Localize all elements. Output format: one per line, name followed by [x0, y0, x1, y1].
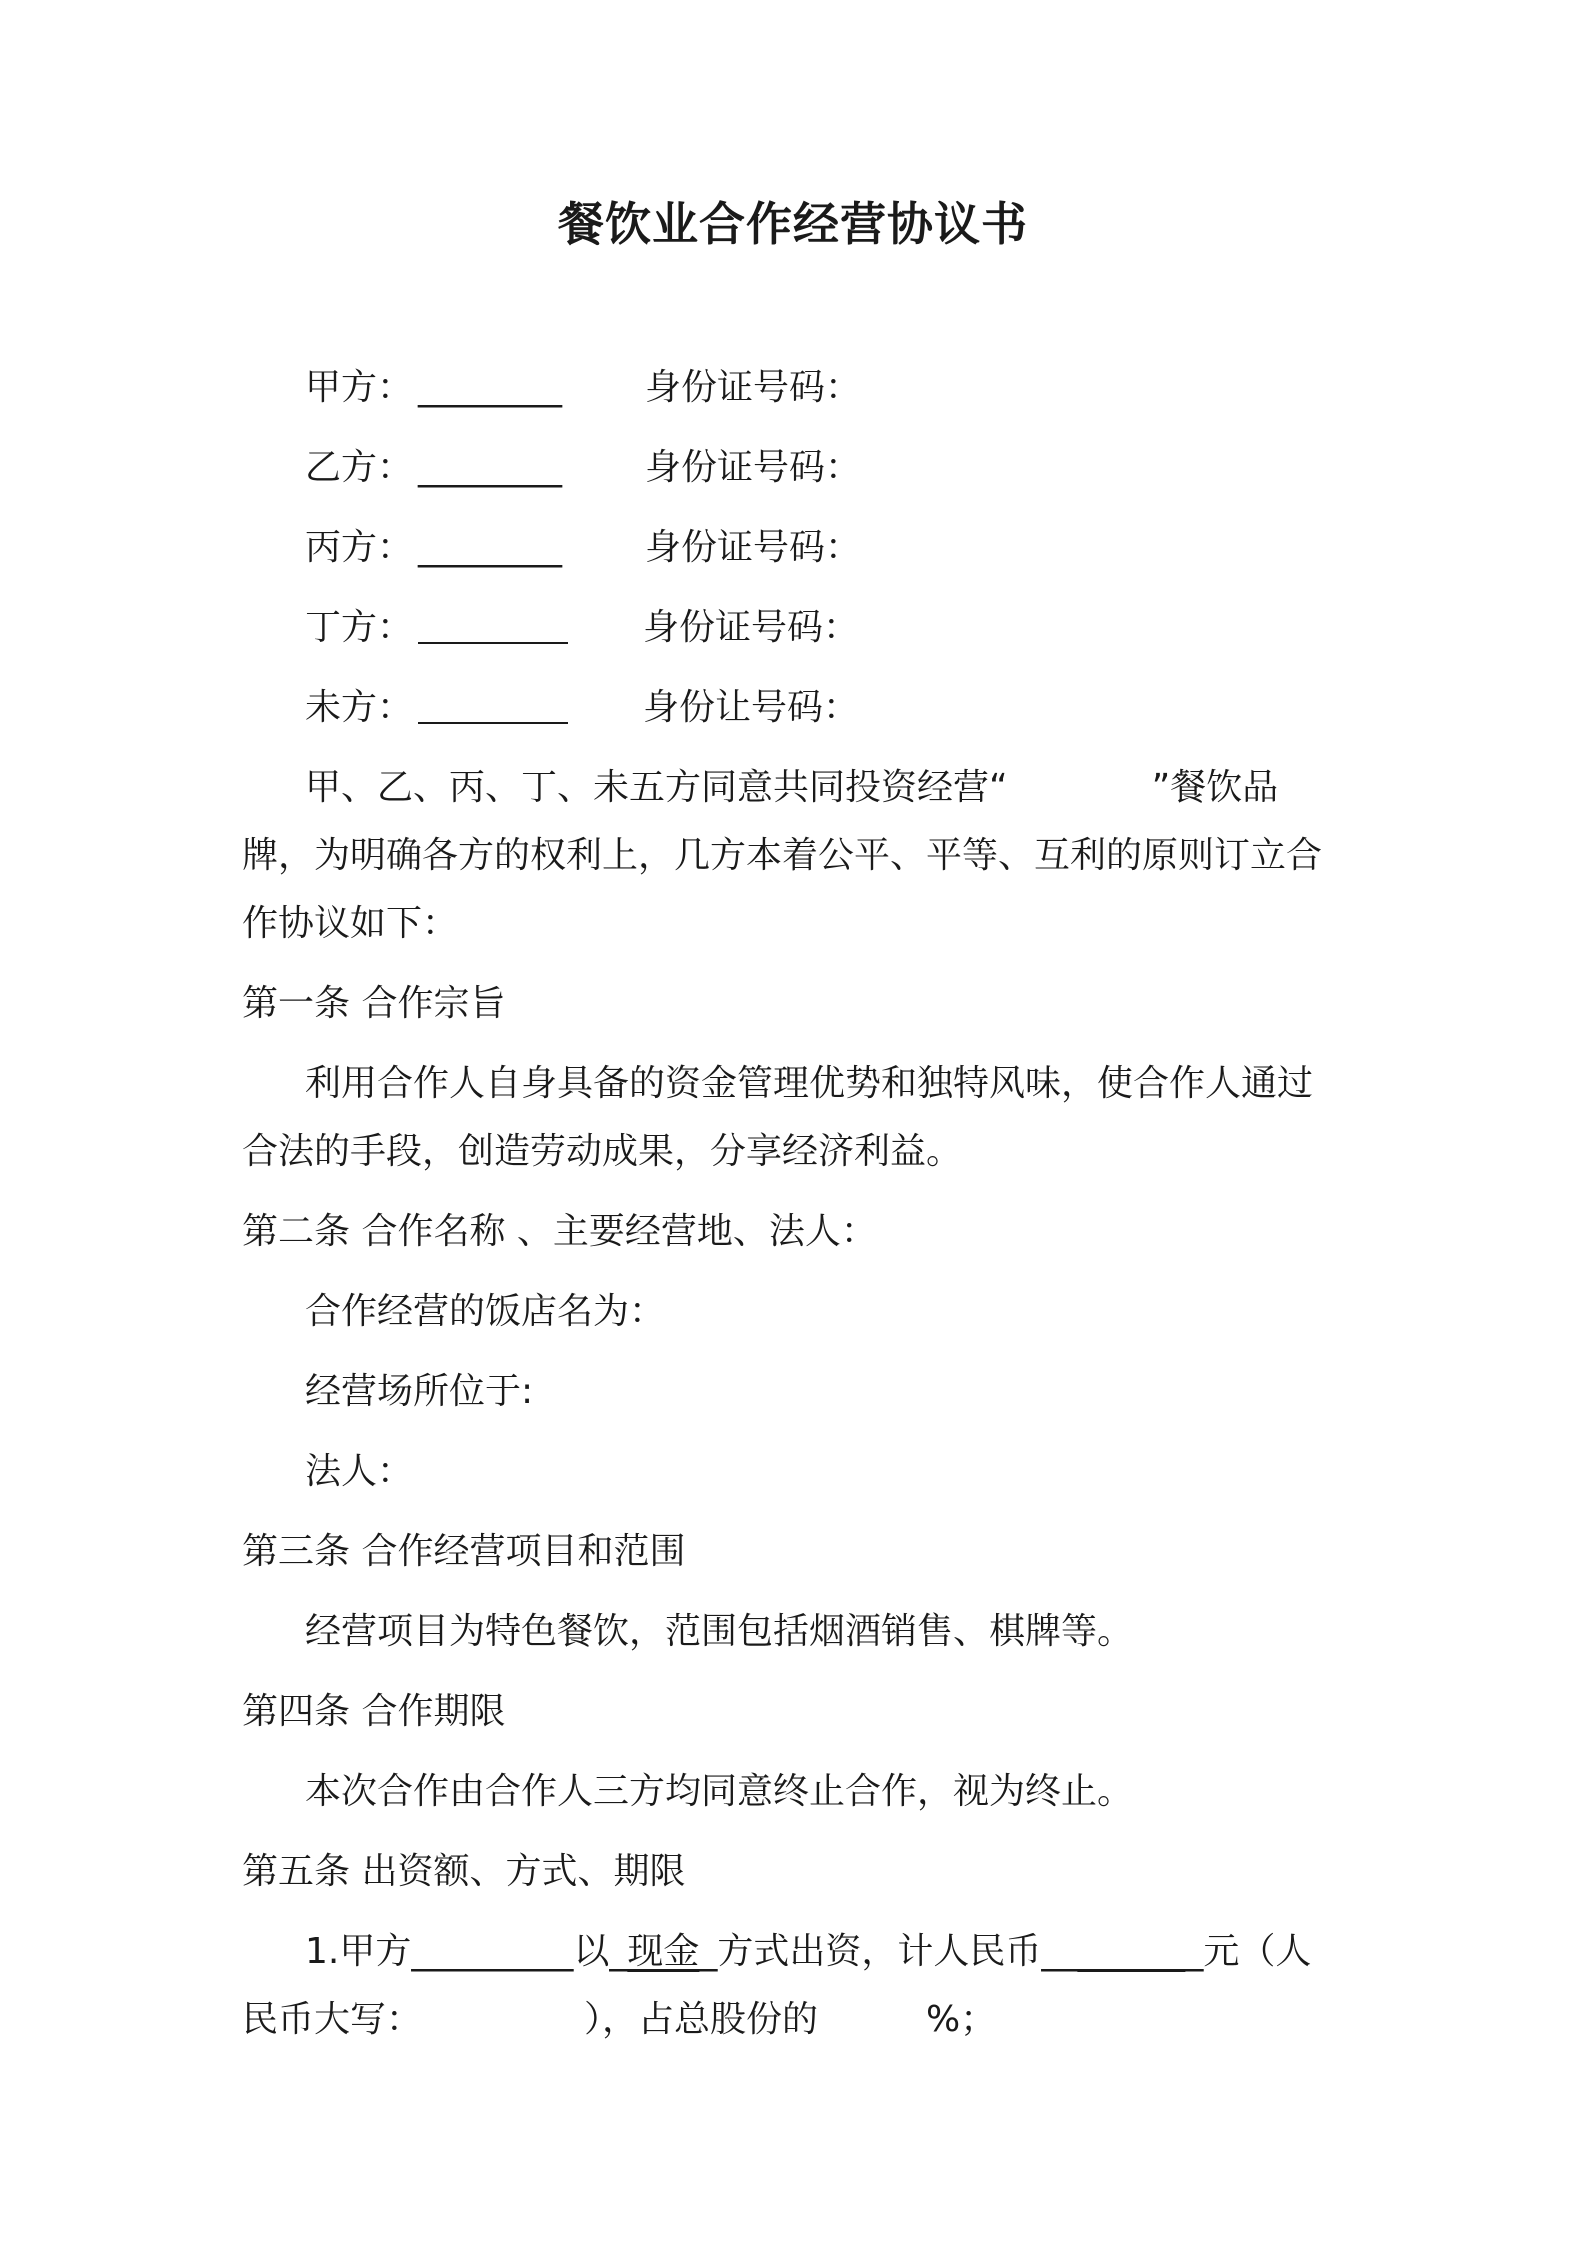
party-e-id-label: 身份让号码：: [643, 687, 860, 728]
party-a-blank: ________: [418, 367, 562, 408]
article-1-body-line-1: 利用合作人自身具备的资金管理优势和独特风味，使合作人通过: [305, 1063, 1314, 1104]
article-5-heading: 第五条 出资额、方式、期限: [242, 1851, 686, 1892]
article-5-line-1-part-a: 1.甲方_________以_: [305, 1931, 628, 1972]
article-3-body: 经营项目为特色餐饮，范围包括烟酒销售、棋牌等。: [305, 1611, 1134, 1652]
article-2-item-name: 合作经营的饭店名为：: [305, 1291, 666, 1332]
article-5-line-1: [305, 1932, 1311, 1972]
party-e-label: 未方：: [305, 687, 414, 728]
document-title: 餐饮业合作经营协议书: [558, 197, 1028, 251]
party-d-blank-line: [418, 608, 568, 653]
party-a-label: 甲方：: [305, 367, 414, 408]
article-2-item-legal-person: 法人：: [305, 1451, 414, 1492]
article-2-item-location: 经营场所位于:: [305, 1371, 534, 1412]
article-5-line-1-part-e: _元（人: [1185, 1931, 1312, 1972]
party-d-id-label: 身份证号码：: [643, 607, 860, 648]
party-c-blank: ________: [418, 527, 562, 568]
party-c-label: 丙方：: [305, 527, 414, 568]
party-b-id-label: 身份证号码：: [645, 447, 862, 488]
party-d-label: 丁方：: [305, 607, 414, 648]
intro-line-3: 作协议如下：: [242, 903, 459, 944]
article-5-cash-method: 现金: [627, 1931, 700, 1972]
article-4-body: 本次合作由合作人三方均同意终止合作，视为终止。: [305, 1771, 1134, 1812]
article-5-line-1-part-c: _方式出资，计人民币__: [699, 1931, 1078, 1972]
article-1-heading: 第一条 合作宗旨: [242, 983, 506, 1024]
article-3-heading: 第三条 合作经营项目和范围: [242, 1531, 686, 1572]
article-1-body-line-2: 合法的手段，创造劳动成果，分享经济利益。: [242, 1131, 963, 1172]
party-a-id-label: 身份证号码：: [645, 367, 862, 408]
intro-line-1: 甲、乙、丙、丁、未五方同意共同投资经营“ ”餐饮品: [305, 767, 1279, 808]
intro-line-2: 牌，为明确各方的权利上，几方本着公平、平等、互利的原则订立合: [242, 835, 1323, 876]
party-e-blank-line: [418, 688, 568, 733]
article-4-heading: 第四条 合作期限: [242, 1691, 506, 1732]
party-b-label: 乙方：: [305, 447, 414, 488]
party-c-id-label: 身份证号码：: [645, 527, 862, 568]
party-b-blank: ________: [418, 447, 562, 488]
article-5-amount-blank: ______: [1077, 1931, 1186, 1972]
article-5-line-2: 民币大写： ），占总股份的 %；: [242, 1999, 997, 2040]
article-2-heading: 第二条 合作名称 、主要经营地、法人：: [242, 1211, 877, 1252]
